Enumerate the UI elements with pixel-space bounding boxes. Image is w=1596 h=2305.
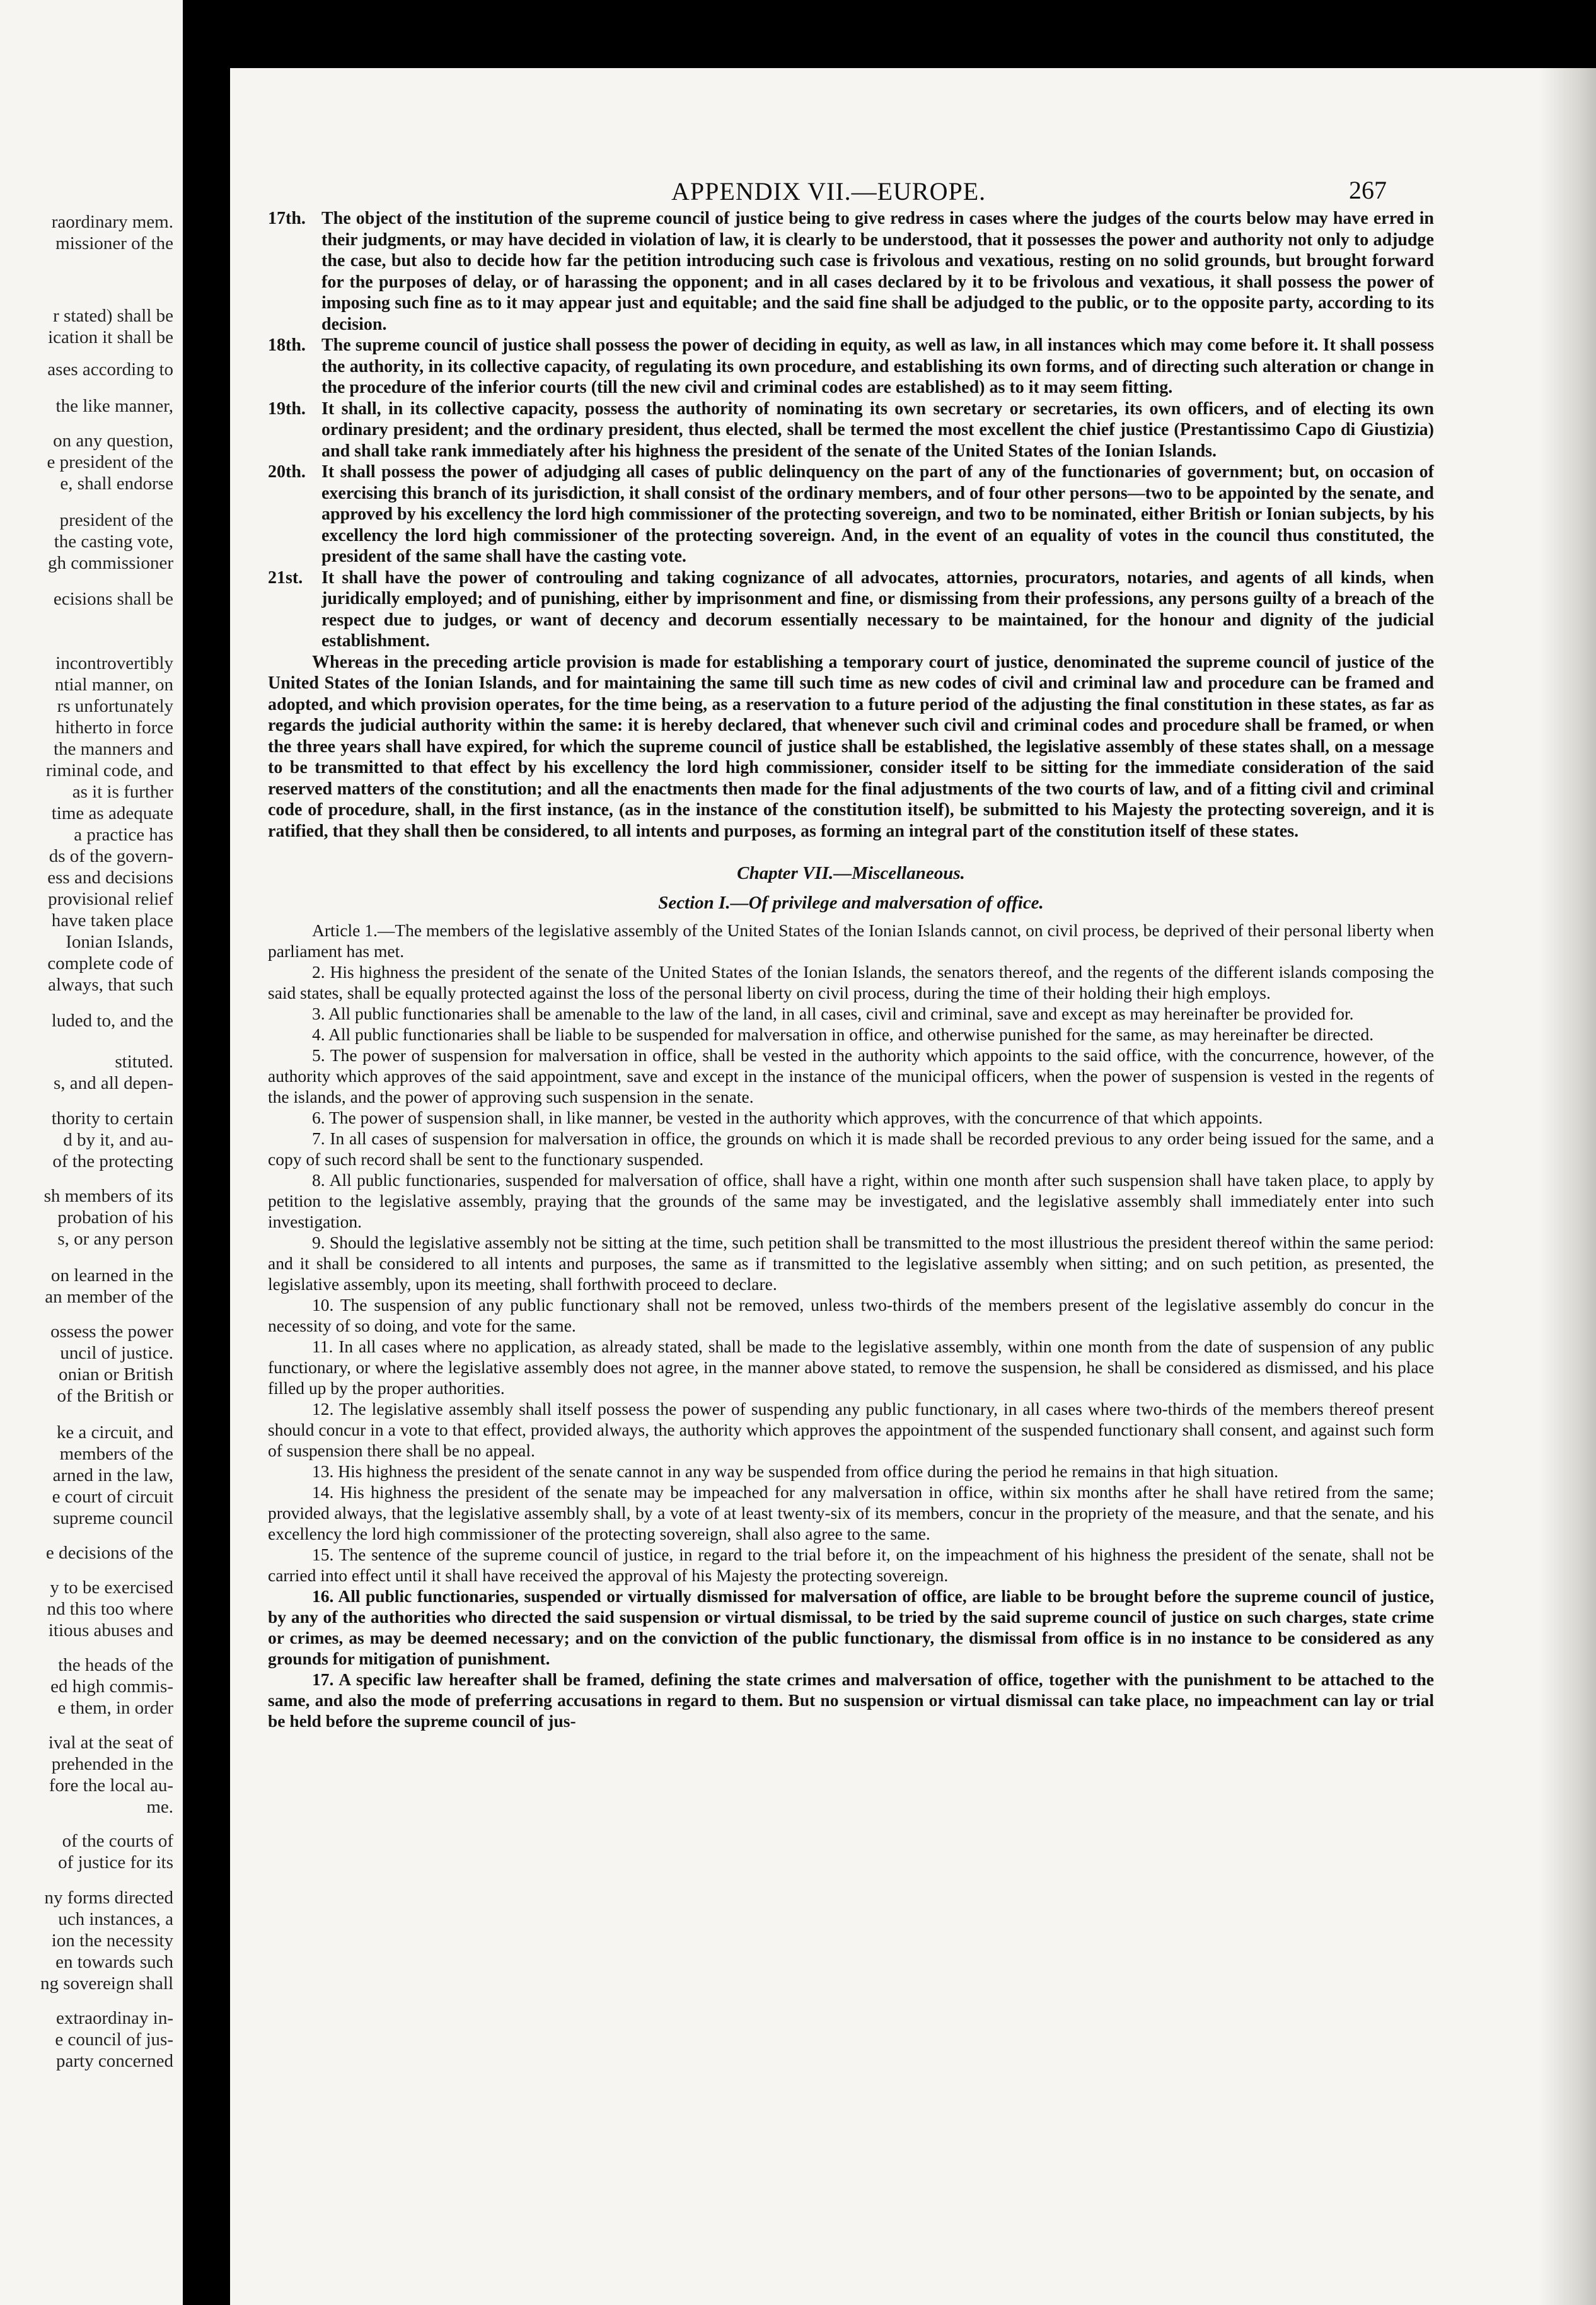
left-page-line: of justice for its xyxy=(58,1852,173,1872)
article-paragraph: 4. All public functionaries shall be liable to be suspended for malversation in office, and otherwise punished for the same, as may hereinafter be directed. xyxy=(312,1025,1374,1044)
page-body xyxy=(268,208,1434,1731)
section-heading: Section I.—Of privilege and malversation of office. xyxy=(658,893,1044,913)
article-paragraph: 12. The legislative assembly shall itself possess the power of suspending any public functionary, in all cases where two-thirds of the members thereof present should concur in a vote to that effect, provided always, the authority which approves the appointment of the suspended functionary shall consent, and against such form of suspension there shall be no appeal. xyxy=(268,1399,1434,1460)
clause-text: It shall possess the power of adjudging all cases of public delinquency on the part of any of the functionaries of government; but, on occasion of exercising this branch of its jurisdiction, it shall consist of the ordinary members, and of four other persons—two to be appointed by the senate, and approved by his excellency the lord high commissioner of the protecting sovereign, and two to be nominated, either British or Ionian subjects, by his excellency the lord high commissioner of the protecting sovereign. And, in the event of an equality of votes in the council thus constituted, the president of the same shall have the casting vote. xyxy=(321,462,1434,566)
left-page-line: y to be exercised xyxy=(50,1577,173,1598)
left-page-line: the like manner, xyxy=(55,396,173,416)
page-edge-shadow xyxy=(1539,68,1596,2305)
article-paragraph: 7. In all cases of suspension for malversation in office, the grounds on which it is made shall be recorded previous to any order being issued for the same, and a copy of such record shall be sent to the functionary suspended. xyxy=(268,1129,1434,1169)
left-page-line: s, and all depen- xyxy=(53,1073,173,1093)
page-number: 267 xyxy=(1349,176,1387,204)
article-paragraph: 16. All public functionaries, suspended or virtually dismissed for malversation of office, are liable to be brought before the supreme council of justice, by any of the authorities who directed the said suspension or virtual dismissal, to be tried by the said supreme council of justice on such charges, state crime or crimes, as may be deemed necessary; and on the conviction of the public functionary, the dismissal from office is in no instance to be considered as any grounds for mitigation of punishment. xyxy=(268,1586,1434,1668)
running-head: APPENDIX VII.—EUROPE. xyxy=(671,177,986,206)
left-page-line: luded to, and the xyxy=(51,1011,173,1031)
left-page-fragment xyxy=(0,0,183,2305)
clause-number: 19th. xyxy=(268,398,306,419)
chapter-heading: Chapter VII.—Miscellaneous. xyxy=(737,863,965,883)
left-page-line: rs unfortunately xyxy=(57,696,173,716)
left-page-line: prehended in the xyxy=(51,1754,173,1774)
left-page-line: the manners and xyxy=(53,739,173,759)
left-page-line: e court of circuit xyxy=(52,1487,173,1507)
left-page-line: ds of the govern- xyxy=(49,846,173,866)
book-gutter xyxy=(183,0,230,2305)
article-paragraph: 5. The power of suspension for malversation in office, shall be vested in the authority which appoints to the said office, with the concurrence, however, of the authority which approves of the said appointment, save and except in the instance of the municipal officers, when the power of suspension is vested in the regents of the islands, and the power of approving such suspension in the senate. xyxy=(268,1045,1434,1106)
article-paragraph: 15. The sentence of the supreme council of justice, in regard to the trial before it, on the impeachment of his highness the president of the senate, shall not be carried into effect until it shall have received the approval of his Majesty the protecting sovereign. xyxy=(268,1545,1434,1585)
left-page-line: time as adequate xyxy=(51,803,173,823)
left-page-line: on any question, xyxy=(53,431,173,451)
clause-19 xyxy=(268,398,1434,462)
left-page-line: party concerned xyxy=(56,2051,173,2071)
left-page-line: e decisions of the xyxy=(45,1543,173,1563)
left-page-line: nd this too where xyxy=(47,1599,173,1619)
clause-text: The supreme council of justice shall possess the power of deciding in equity, as well as law, in all instances which may come before it. It shall possess the authority, in its collective capacity, of regulating its own procedure, and establishing its own forms, and of directing such alteration or change in the procedure of the inferior courts (till the new civil and criminal codes are established) as to it may seem fitting. xyxy=(321,335,1434,397)
book-page xyxy=(230,68,1596,2305)
left-page-line: ke a circuit, and xyxy=(56,1422,173,1443)
left-page-line: sh members of its xyxy=(43,1186,173,1206)
left-page-line: supreme council xyxy=(53,1508,173,1528)
left-page-line: e president of the xyxy=(47,452,173,472)
clause-21 xyxy=(268,567,1434,652)
left-page-line: ecisions shall be xyxy=(53,589,173,609)
left-page-line: ess and decisions xyxy=(47,868,173,888)
left-page-line: e council of jus- xyxy=(55,2029,173,2050)
whereas-paragraph: Whereas in the preceding article provision is made for establishing a temporary court of justice, denominated the supreme council of justice of the United States of the Ionian Islands, and for maintaining the same till such time as new codes of civil and criminal law and procedure can be framed and adopted, and which provision operates, for the time being, as a reservation to a future period of the adjusting the final constitution in these states, as far as regards the judicial authority within the same: it is hereby declared, that whenever such civil and criminal codes and procedure shall be framed, or when the three years shall have expired, for which the supreme council of justice shall be established, the legislative assembly of these states shall, on a message to be transmitted to that effect by his excellency the lord high commissioner, consider itself to be sitting for the immediate consideration of the said reserved matters of the constitution; and all the enactments then made for the final adjustments of the two courts of law, and of a fitting civil and criminal code of procedure, shall, in the first instance, (as in the instance of the constitution itself), be submitted to his Majesty the protecting sovereign, and it is ratified, that they shall then be considered, to all intents and purposes, as forming an integral part of the constitution itself of these states. xyxy=(268,652,1434,841)
article-paragraph: 8. All public functionaries, suspended for malversation of office, shall have a right, within one month after such suspension shall have taken place, to apply by petition to the legislative assembly, praying that the grounds of the same may be investigated, and the legislative assembly shall immediately enter into such investigation. xyxy=(268,1170,1434,1231)
clause-17 xyxy=(268,208,1434,335)
left-page-line: ng sovereign shall xyxy=(40,1973,173,1994)
left-page-line: ntial manner, on xyxy=(54,675,173,695)
article-paragraph: 17. A specific law hereafter shall be framed, defining the state crimes and malversation of office, together with the punishment to be attached to the same, and also the mode of preferring accusations in regard to them. But no suspension or virtual dismissal can take place, no impeachment can lay or trial be held before the supreme council of jus- xyxy=(268,1669,1434,1731)
article-paragraph: 13. His highness the president of the senate cannot in any way be suspended from office during the period he remains in that high situation. xyxy=(312,1461,1279,1481)
left-page-line: e, shall endorse xyxy=(60,473,173,494)
left-page-line: provisional relief xyxy=(48,889,173,909)
left-page-line: e them, in order xyxy=(57,1698,173,1718)
left-page-line: an member of the xyxy=(45,1287,173,1307)
left-page-line: probation of his xyxy=(57,1207,173,1228)
left-page-line: r stated) shall be xyxy=(53,306,173,326)
left-page-line: the casting vote, xyxy=(54,531,173,552)
left-page-line: of the protecting xyxy=(52,1151,173,1171)
left-page-line: fore the local au- xyxy=(49,1775,173,1796)
clause-18 xyxy=(268,335,1434,398)
left-page-line: onian or British xyxy=(58,1364,173,1385)
article-paragraph: Article 1.—The members of the legislative assembly of the United States of the Ionian Islands cannot, on civil process, be deprived of their personal liberty when parliament has met. xyxy=(268,920,1434,961)
left-page-line: ion the necessity xyxy=(51,1931,173,1951)
clause-text: The object of the institution of the supreme council of justice being to give redress in cases where the judges of the courts below may have erred in their judgments, or may have decided in violation of law, it is clearly to be understood, that it possesses the power and authority not only to adjudge the case, but also to decide how far the petition introducing such case is frivolous and vexatious, resting on no solid grounds, but brought forward for the purposes of delay, or of harassing the opponent; and in all cases declared by it to be frivolous and vexatious, it shall possess the power of imposing such fine as to it may appear just and equitable; and the said fine shall be adjudged to the public, or to the opposite party, according to its decision. xyxy=(321,209,1434,334)
left-page-line: of the British or xyxy=(57,1386,173,1406)
left-page-line: riminal code, and xyxy=(45,760,173,781)
left-page-line: incontrovertibly xyxy=(55,653,173,673)
left-page-line: always, that such xyxy=(48,975,173,995)
articles-list xyxy=(268,920,1434,1731)
left-page-line: complete code of xyxy=(47,953,173,973)
left-page-line: extraordinay in- xyxy=(55,2008,173,2028)
left-page-line: ases according to xyxy=(47,359,173,380)
left-page-line: thority to certain xyxy=(51,1108,173,1129)
left-page-line: the heads of the xyxy=(58,1655,173,1675)
left-page-line: members of the xyxy=(59,1444,173,1464)
left-page-line: d by it, and au- xyxy=(63,1130,173,1150)
left-page-line: ication it shall be xyxy=(48,327,173,347)
left-page-line: ny forms directed xyxy=(44,1888,173,1908)
left-page-line: stituted. xyxy=(115,1052,173,1072)
left-page-line: missioner of the xyxy=(55,233,173,253)
clause-number: 18th. xyxy=(268,335,306,355)
article-paragraph: 9. Should the legislative assembly not be sitting at the time, such petition shall be transmitted to the most illustrious the president thereof within the same period: and it shall be considered to all intents and purposes, the same as if transmitted to the legislative assembly when sitting; and on such petition, as presented, the legislative assembly, upon its meeting, shall forthwith proceed to declare. xyxy=(268,1233,1434,1294)
left-page-line: en towards such xyxy=(55,1952,173,1972)
article-paragraph: 14. His highness the president of the senate may be impeached for any malversation in office, within six months after he shall have retired from the same; provided always, that the legislative assembly shall, by a vote of at least twenty-six of its members, concur in the propriety of the measure, and that the senate, and his excellency the lord high commissioner of the protecting sovereign, shall also agree to the same. xyxy=(268,1482,1434,1543)
left-page-line: me. xyxy=(146,1797,173,1817)
article-paragraph: 11. In all cases where no application, as already stated, shall be made to the legislative assembly, within one month from the date of suspension of any public functionary, or where the legislative assembly does not agree, in the manner above stated, to remove the suspension, he shall be considered as dismissed, and his place filled up by the proper authorities. xyxy=(268,1337,1434,1398)
clause-text: It shall, in its collective capacity, possess the authority of nominating its own secretary or secretaries, its own officers, and of electing its own ordinary president; and the ordinary president, thus elected, shall be termed the most excellent the chief justice (Prestantissimo Capo di Giustizia) and shall take rank immediately after his highness the president of the senate of the United States of the Ionian Islands. xyxy=(321,398,1434,461)
left-page-line: hitherto in force xyxy=(55,717,173,738)
left-page-line: arned in the law, xyxy=(52,1465,173,1485)
left-page-line: gh commissioner xyxy=(48,553,173,573)
left-page-line: ival at the seat of xyxy=(48,1733,173,1753)
article-paragraph: 6. The power of suspension shall, in like manner, be vested in the authority which approves, with the concurrence of that which appoints. xyxy=(312,1108,1263,1127)
left-page-line: Ionian Islands, xyxy=(66,932,173,952)
left-page-line: itious abuses and xyxy=(48,1620,173,1640)
left-page-line: s, or any person xyxy=(57,1229,173,1249)
article-paragraph: 10. The suspension of any public functionary shall not be removed, unless two-thirds of the members present of the legislative assembly do concur in the necessity of so doing, and vote for the same. xyxy=(268,1295,1434,1335)
article-paragraph: 3. All public functionaries shall be amenable to the law of the land, in all cases, civil and criminal, save and except as may hereinafter be provided for. xyxy=(312,1004,1354,1023)
left-page-line: as it is further xyxy=(72,782,173,802)
left-page-line: a practice has xyxy=(74,825,173,845)
left-page-line: have taken place xyxy=(51,910,173,931)
left-page-line: raordinary mem. xyxy=(51,212,173,232)
left-page-line: uncil of justice. xyxy=(60,1343,173,1363)
clause-number: 17th. xyxy=(268,209,306,228)
left-page-line: uch instances, a xyxy=(58,1909,173,1929)
clause-text: It shall have the power of controuling and taking cognizance of all advocates, attornies, procurators, notaries, and agents of all kinds, when juridically employed; and of punishing, either by imprisonment and fine, or dismissing from their professions, any persons guilty of a breach of the respect due to judges, or want of decency and decorum essentially necessary to be maintained, for the honour and dignity of the judicial establishment. xyxy=(321,567,1434,651)
left-page-line: ossess the power xyxy=(50,1321,173,1342)
left-page-line: of the courts of xyxy=(62,1831,173,1851)
clause-20 xyxy=(268,462,1434,567)
article-paragraph: 2. His highness the president of the senate of the United States of the Ionian Islands, the senators thereof, and the regents of the different islands composing the said states, shall be equally protected against the loss of the personal liberty on civil process, during the time of their holding their high employs. xyxy=(268,962,1434,1002)
clause-number: 20th. xyxy=(268,462,306,482)
left-page-line: president of the xyxy=(59,510,173,530)
left-page-line: ed high commis- xyxy=(50,1676,173,1697)
left-page-line: on learned in the xyxy=(50,1265,173,1286)
clause-number: 21st. xyxy=(268,567,303,588)
